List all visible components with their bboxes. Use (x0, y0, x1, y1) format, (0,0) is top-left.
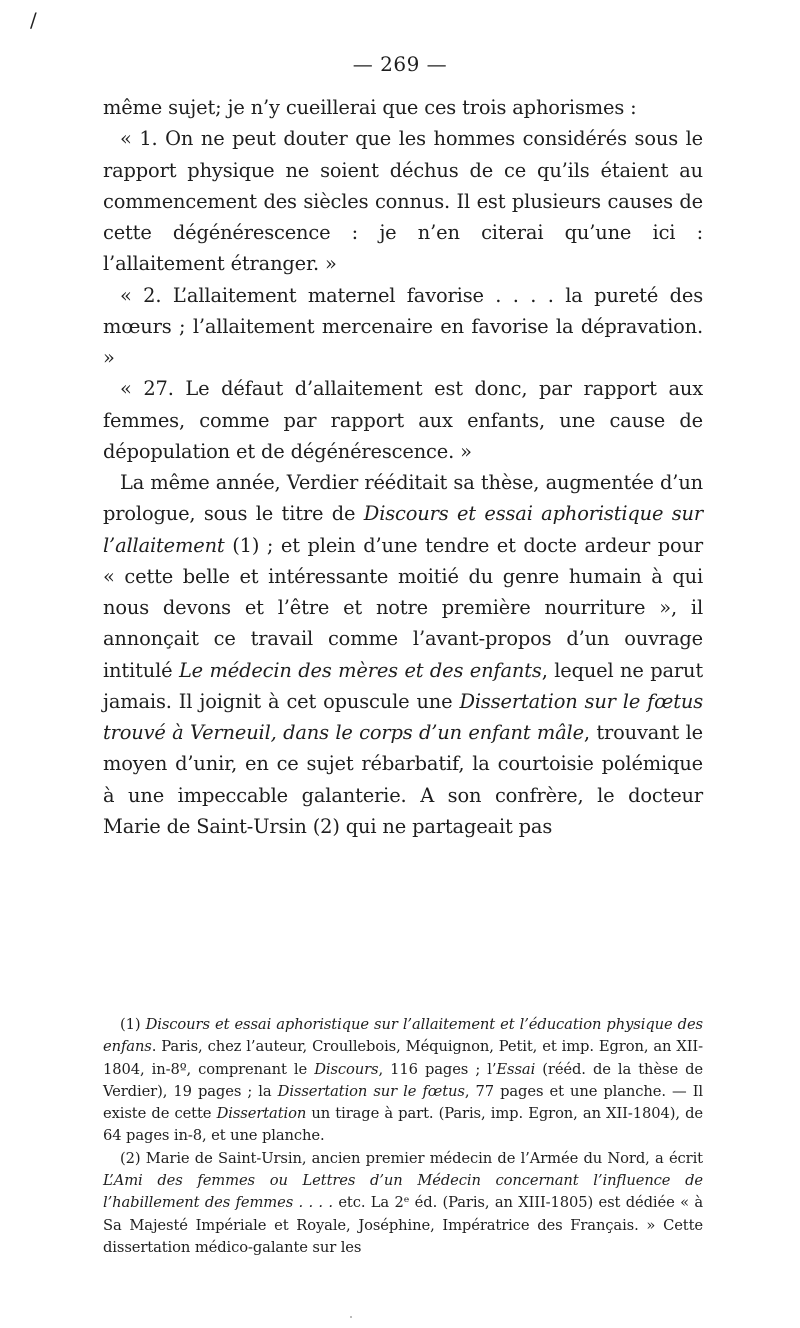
text-run: , 77 pages et une planche. — Il existe de cette (103, 1082, 704, 1123)
text-run: etc. La 2ᵉ éd. (Paris, an XIII-1805) est dédiée « à Sa Majesté Impériale et Royale, Joséphine, Impératrice des Français. » Cette dissertation médico-galante sur les (103, 1194, 703, 1256)
paragraph-intro: même sujet; je n’y cueillerai que ces trois aphorismes : (103, 96, 637, 119)
book-title: Dissertation (216, 1105, 307, 1123)
book-title: Le médecin des mères et des enfants (178, 658, 542, 682)
book-title: Dissertation sur le fœtus (277, 1082, 465, 1100)
text-run: (rééd. de la thèse de Verdier), 19 pages ; la (103, 1060, 704, 1100)
text-run: , trouvant le moyen d’unir, en ce sujet rébarbatif, la courtoisie polémique à une impeccable galanterie. A son confrère, le docteur Marie de Saint-Ursin (2) qui ne partageait pas (103, 721, 703, 838)
text-run: (1) ; et plein d’une tendre et docte ardeur pour « cette belle et intéressante moitié du genre humain à qui nous devons et l’être et notre première nourriture », il annonçait ce travail comme l’avant-propos d’un ouvrage intitulé (103, 533, 703, 682)
text-run: La même année, Verdier rééditait sa thèse, augmentée d’un prologue, sous le titre de (103, 471, 703, 526)
text-run: un tirage à part. (Paris, imp. Egron, an XII-1804), de 64 pages in-8, et une planche. (103, 1105, 703, 1145)
footnote-2 (103, 1148, 703, 1259)
book-title: Essai (496, 1060, 536, 1078)
text-run: , 116 pages ; l’ (378, 1060, 497, 1078)
page-number: — 269 — (352, 52, 448, 76)
aphorism-1: « 1. On ne peut douter que les hommes considérés sous le rapport physique ne soient déchus de ce qu’ils étaient au commencement des siècles connus. Il est plusieurs causes de cette dégénérescence : je n’en citerai qu’une ici : l’allaitement étranger. » (103, 127, 703, 276)
book-title: Discours et essai aphoristique sur l’allaitement et l’éducation physique des enfans (103, 1016, 703, 1056)
footnotes (103, 1014, 703, 1259)
aphorism-2: « 2. L’allaitement maternel favorise . . . . la pureté des mœurs ; l’allaitement mercenaire en favorise la dépravation. » (103, 283, 703, 369)
text-run: (1) (120, 1016, 146, 1033)
aphorism-27: « 27. Le défaut d’allaitement est donc, par rapport aux femmes, comme par rapport aux enfants, une cause de dépopulation et de dégénérescence. » (103, 377, 703, 463)
book-title: L’Ami des femmes ou Lettres d’un Médecin concernant l’influence de l’habillement des femmes . . . . (103, 1172, 703, 1212)
book-title: Discours (314, 1060, 379, 1078)
text-run: , lequel ne parut jamais. Il joignit à cet opuscule une (103, 658, 703, 713)
text-run: . Paris, chez l’auteur, Croullebois, Méquignon, Petit, et imp. Egron, an XII-1804, in-8º, comprenant le (103, 1038, 703, 1078)
main-text (103, 92, 703, 842)
ink-speck (350, 1316, 352, 1318)
text-run: (2) Marie de Saint-Ursin, ancien premier médecin de l’Armée du Nord, a écrit (120, 1149, 703, 1167)
book-title: Dissertation sur le fœtus trouvé à Verneuil, dans le corps d’un enfant mâle (103, 689, 703, 744)
footnote-1 (103, 1014, 703, 1148)
book-title: Discours et essai aphoristique sur l’allaitement (103, 502, 704, 557)
corner-mark: / (30, 8, 37, 32)
paragraph-verdier (103, 467, 703, 842)
